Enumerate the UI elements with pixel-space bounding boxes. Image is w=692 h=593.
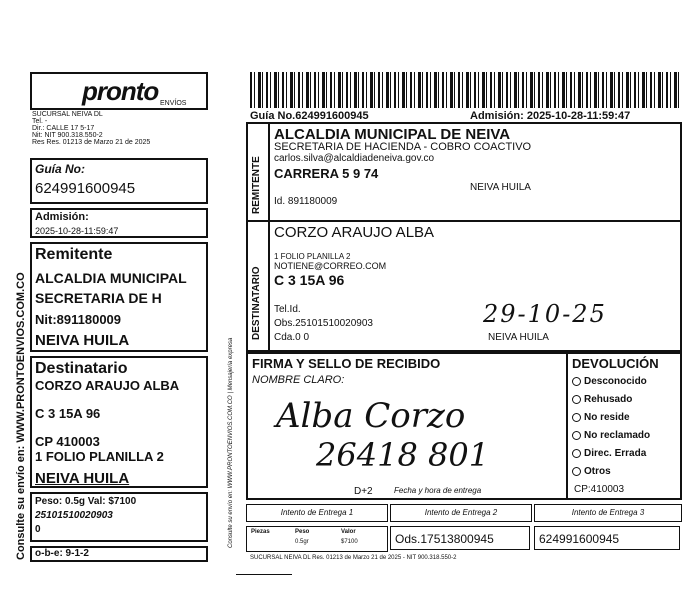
devolucion-option[interactable]: Desconocido [572, 376, 647, 387]
admision-box [30, 208, 208, 238]
admision-label: Admisión: [35, 211, 89, 223]
ob-text: o-b-e: 9-1-2 [35, 548, 89, 559]
nombre-claro-label: NOMBRE CLARO: [252, 374, 345, 386]
intento-2: Intento de Entrega 2 [390, 504, 532, 522]
bottom-line [236, 574, 292, 575]
peso-value: 0.5gr [295, 539, 309, 545]
signature-number: 26418 801 [316, 436, 490, 474]
ods-cell: Ods.17513800945 [390, 526, 530, 550]
radio-icon [572, 467, 581, 476]
devolucion-option[interactable]: No reclamado [572, 430, 650, 441]
left-destinatario-line: CP 410003 [35, 434, 100, 449]
left-destinatario-label: Destinatario [35, 360, 128, 377]
devolucion-option[interactable]: Direc. Errada [572, 448, 646, 459]
firma-box [246, 352, 568, 500]
left-remitente-label: Remitente [35, 246, 113, 263]
admision-value: 2025-10-28-11:59:47 [35, 226, 119, 236]
devolucion-title: DEVOLUCIÓN [572, 356, 659, 371]
devolucion-box [566, 352, 682, 500]
radio-icon [572, 413, 581, 422]
left-destinatario-line: C 3 15A 96 [35, 406, 101, 421]
destinatario-obs: Obs.25101510020903 [274, 318, 373, 329]
devolucion-option[interactable]: Otros [572, 466, 611, 477]
intento-3: Intento de Entrega 3 [534, 504, 682, 522]
remitente-id: Id. 891180009 [274, 196, 338, 207]
left-destinatario-box [30, 356, 208, 488]
valor-value: $7100 [341, 539, 358, 545]
remitente-dept: SECRETARIA DE HACIENDA - COBRO COACTIVO [274, 141, 532, 153]
destinatario-cta: Cda.0 0 [274, 332, 310, 343]
radio-icon [572, 431, 581, 440]
valor-label: Valor [341, 529, 356, 535]
destinatario-city: NEIVA HUILA [488, 332, 549, 343]
ods-text: 25101510020903 [35, 510, 113, 521]
remitente-name: ALCALDIA MUNICIPAL DE NEIVA [274, 126, 511, 143]
handwritten-date: 29-10-25 [483, 300, 607, 328]
pronto-logo: pronto [82, 76, 159, 106]
left-remitente-line: SECRETARIA DE H [35, 290, 162, 306]
devolucion-option[interactable]: No reside [572, 412, 630, 423]
remitente-email: carlos.silva@alcaldiadeneiva.gov.co [274, 153, 435, 164]
footer-text: SUCURSAL NEIVA DL Res. 01213 de Marzo 21 de 2025 - NIT 900.318.550-2 [250, 555, 457, 561]
zero-text: 0 [35, 524, 41, 535]
d2-label: D+2 [354, 486, 373, 497]
peso-label: Peso [295, 529, 310, 535]
left-remitente-line: ALCALDIA MUNICIPAL [35, 270, 187, 286]
main-guia-header: Guía No.624991600945 [250, 110, 369, 122]
firma-title: FIRMA Y SELLO DE RECIBIDO [252, 356, 441, 371]
fecha-hora-label: Fecha y hora de entrega [394, 486, 482, 495]
left-destinatario-line: NEIVA HUILA [35, 470, 130, 487]
radio-icon [572, 395, 581, 404]
bottom-row [246, 526, 682, 552]
radio-icon [572, 449, 581, 458]
guia-box [30, 158, 208, 204]
remitente-address: CARRERA 5 9 74 [274, 166, 379, 181]
barcode [250, 72, 682, 108]
website-vertical-text: Consulte su envío en: WWW.PRONTOENVIOS.COM.CO [15, 272, 27, 560]
peso-box [30, 492, 208, 542]
left-remitente-line: NEIVA HUILA [35, 332, 130, 349]
left-sucursal-info [32, 111, 150, 146]
vertical-small-text: Consulte su envío en: WWW.PRONTOENVIOS.COM.CO | Mensajería expresa [228, 337, 234, 548]
guia-label: Guía No: [35, 162, 85, 176]
guia-value: 624991600945 [35, 180, 136, 197]
left-remitente-box [30, 242, 208, 352]
nit-text: Nit: NIT 900.318.550-2 [32, 132, 103, 139]
res-text: Res Res. 01213 de Marzo 21 de 2025 [32, 139, 151, 146]
peso-text: Peso: 0.5g Val: $7100 [35, 496, 137, 507]
guia-cell: 624991600945 [534, 526, 680, 550]
destinatario-line1: 1 FOLIO PLANILLA 2 [274, 252, 351, 261]
devolucion-option[interactable]: Rehusado [572, 394, 632, 405]
ob-box [30, 546, 208, 562]
tel-text: Tel. - [32, 118, 48, 125]
sucursal-text: SUCURSAL NEIVA DL [32, 111, 103, 118]
destinatario-name: CORZO ARAUJO ALBA [274, 224, 435, 241]
logo-subtitle: ENVÍOS [160, 100, 187, 107]
main-remitente-box [246, 122, 682, 222]
devolucion-cp: CP:410003 [574, 484, 625, 495]
piezas-label: Piezas [251, 529, 270, 535]
radio-icon [572, 377, 581, 386]
intento-1: Intento de Entrega 1 [246, 504, 388, 522]
signature-name: Alba Corzo [276, 396, 466, 436]
remitente-vertical-label: REMITENTE [251, 156, 262, 214]
destinatario-address: C 3 15A 96 [274, 272, 345, 288]
destinatario-vertical-label: DESTINATARIO [251, 266, 262, 340]
destinatario-tel: Tel.Id. [274, 304, 301, 315]
piezas-cell [246, 526, 388, 552]
left-remitente-line: Nit:891180009 [35, 312, 122, 327]
intentos-row [246, 504, 682, 522]
left-destinatario-line: CORZO ARAUJO ALBA [35, 378, 180, 393]
left-destinatario-line: 1 FOLIO PLANILLA 2 [35, 449, 164, 464]
dir-text: Dir.: CALLE 17 5-17 [32, 125, 95, 132]
remitente-city: NEIVA HUILA [470, 182, 531, 193]
main-destinatario-box [246, 220, 682, 352]
main-admision-header: Admisión: 2025-10-28-11:59:47 [470, 110, 631, 122]
logo-box [30, 72, 208, 110]
destinatario-email: NOTIENE@CORREO.COM [274, 261, 387, 271]
